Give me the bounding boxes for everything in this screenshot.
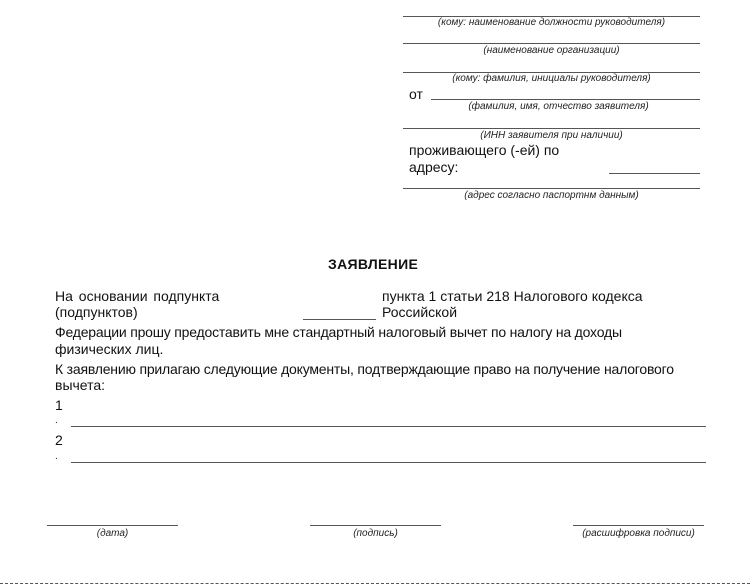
signature-caption: (подпись) [353, 528, 398, 539]
attachment-number: 1 [55, 397, 63, 413]
residing-label-line1: проживающего (-ей) по [409, 142, 560, 158]
organization-caption: (наименование организации) [483, 45, 620, 56]
paragraph3-line1: К заявлению прилагаю следующие документы, подтверждающие право на получение налогового [55, 361, 674, 377]
paragraph2-line2: физических лиц. [55, 341, 164, 357]
date-caption: (дата) [96, 528, 129, 539]
recipient-position-caption: (кому: наименование должности руководителя) [437, 17, 666, 28]
signature-field[interactable] [310, 525, 441, 526]
residing-label-line2: адресу: [409, 159, 459, 175]
attachment-field[interactable] [71, 462, 706, 463]
organization-field[interactable] [403, 43, 700, 44]
paragraph2-line1: Федерации прошу предоставить мне стандартный налоговый вычет по налогу на доходы [55, 324, 622, 340]
attachment-dot: . [55, 415, 58, 426]
signature-decoding-field[interactable] [573, 525, 704, 526]
date-field[interactable] [47, 525, 178, 526]
from-label: от [409, 86, 423, 102]
paragraph3-line2: вычета: [55, 377, 106, 393]
address-short-field[interactable] [609, 173, 700, 174]
inn-caption: (ИНН заявителя при наличии) [480, 130, 623, 141]
address-field[interactable] [403, 188, 700, 189]
recipient-name-caption: (кому: фамилия, инициалы руководителя) [452, 73, 651, 84]
applicant-name-caption: (фамилия, имя, отчество заявителя) [468, 101, 649, 112]
document-title: ЗАЯВЛЕНИЕ [328, 256, 419, 272]
paragraph1-right-line1: пункта 1 статьи 218 Налогового кодекса [382, 288, 643, 304]
paragraph1-left-line2: (подпунктов) [55, 304, 138, 320]
applicant-name-field[interactable] [431, 99, 700, 100]
attachment-field[interactable] [71, 426, 706, 427]
paragraph1-right-line2: Российской [382, 304, 458, 320]
attachment-dot: . [55, 451, 58, 462]
inn-field[interactable] [403, 128, 700, 129]
attachment-number: 2 [55, 432, 63, 448]
address-caption: (адрес согласно паспортнм данным) [464, 190, 639, 201]
cut-line-divider [0, 583, 750, 584]
signature-decoding-caption: (расшифровка подписи) [582, 528, 695, 539]
subparagraph-field[interactable] [303, 319, 376, 320]
paragraph1-left-line1: На основании подпункта [55, 288, 220, 304]
